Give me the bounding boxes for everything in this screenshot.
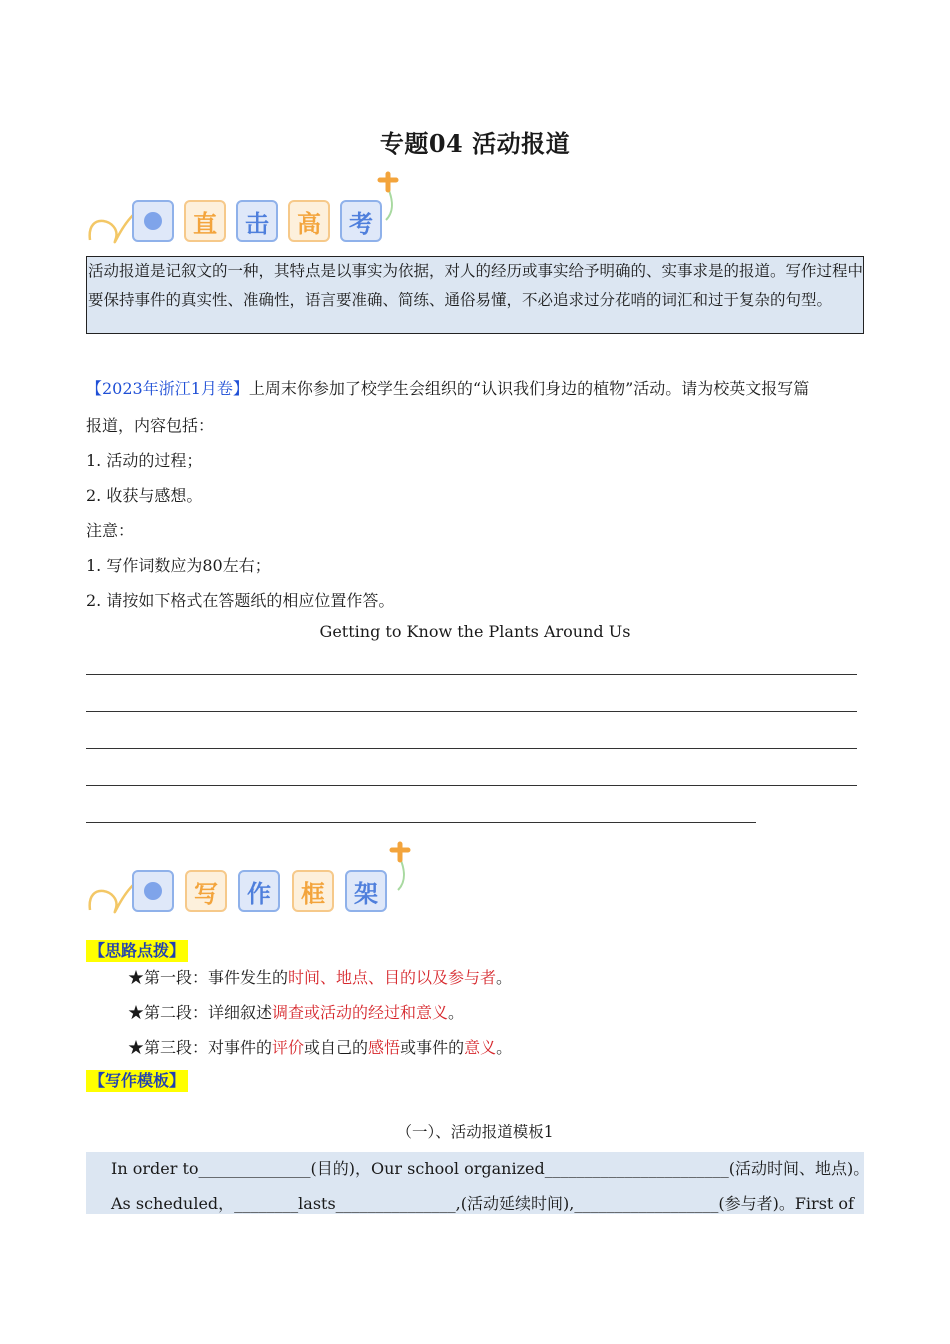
tip-text: ★第三段：对事件的 bbox=[128, 1038, 273, 1057]
banner-tile: 直 bbox=[184, 200, 226, 242]
requirement-1: 1. 活动的过程； bbox=[86, 451, 203, 470]
answer-line bbox=[86, 711, 857, 712]
answer-line bbox=[86, 785, 857, 786]
section-banner-exam bbox=[86, 170, 426, 260]
section-banner-framework bbox=[86, 840, 426, 930]
task-line-1 bbox=[86, 376, 809, 399]
template-line-1: In order to______________(目的)，Our school organized_______________________(活动时间、地点)。 bbox=[111, 1159, 870, 1178]
answer-line bbox=[86, 674, 857, 675]
tip-highlight: 时间、地点、目的以及参与者 bbox=[288, 968, 497, 987]
banner-tile: 作 bbox=[238, 870, 280, 912]
requirement-2: 2. 收获与感想。 bbox=[86, 486, 203, 505]
tip-text: 或自己的 bbox=[304, 1038, 369, 1057]
note-heading: 注意： bbox=[86, 521, 135, 540]
banner-tile: 写 bbox=[185, 870, 227, 912]
answer-line bbox=[86, 748, 857, 749]
task-line-1-text: 上周末你参加了校学生会组织的“认识我们身边的植物”活动。请为校英文报写篇 bbox=[248, 379, 810, 398]
task-source: 【2023年浙江1月卷】 bbox=[86, 379, 249, 398]
banner-tile: 架 bbox=[345, 870, 387, 912]
tips-label: 【思路点拨】 bbox=[86, 940, 188, 962]
tip-paragraph-3 bbox=[128, 1035, 512, 1058]
task-line-2: 报道，内容包括： bbox=[86, 416, 215, 435]
tip-text: 或事件的 bbox=[400, 1038, 465, 1057]
essay-title: Getting to Know the Plants Around Us bbox=[319, 622, 631, 641]
note-1: 1. 写作词数应为80左右； bbox=[86, 556, 271, 575]
tip-text: ★第一段：事件发生的 bbox=[128, 968, 289, 987]
page-title: 专题04 活动报道 bbox=[379, 129, 571, 158]
template-heading: （一）、活动报道模板1 bbox=[396, 1123, 554, 1141]
answer-line bbox=[86, 822, 756, 823]
tip-text: ★第二段：详细叙述 bbox=[128, 1003, 273, 1022]
tip-highlight: 调查或活动的经过和意义 bbox=[272, 1003, 449, 1022]
banner-tile: 框 bbox=[292, 870, 334, 912]
tip-highlight: 感悟 bbox=[368, 1038, 401, 1057]
tip-text: 。 bbox=[496, 1038, 513, 1057]
banner-tile: 击 bbox=[236, 200, 278, 242]
tip-highlight: 评价 bbox=[272, 1038, 305, 1057]
banner-dot-tile bbox=[132, 870, 174, 912]
tip-paragraph-1 bbox=[128, 965, 512, 988]
tip-text: 。 bbox=[496, 968, 513, 987]
tip-highlight: 意义 bbox=[464, 1038, 497, 1057]
banner-tile: 高 bbox=[288, 200, 330, 242]
intro-box: 活动报道是记叙文的一种，其特点是以事实为依据，对人的经历或事实给予明确的、实事求是的报道。写作过程中要保持事件的真实性、准确性，语言要准确、简练、通俗易懂，不必追求过分花哨的词汇和过于复杂的句型。 bbox=[86, 256, 864, 334]
template-label: 【写作模板】 bbox=[86, 1070, 188, 1092]
template-line-2: As scheduled，________lasts_______________,(活动延续时间),__________________(参与者)。First of bbox=[111, 1194, 854, 1213]
note-2: 2. 请按如下格式在答题纸的相应位置作答。 bbox=[86, 591, 395, 610]
banner-tile: 考 bbox=[340, 200, 382, 242]
banner-dot-tile bbox=[132, 200, 174, 242]
tip-text: 。 bbox=[448, 1003, 465, 1022]
tip-paragraph-2 bbox=[128, 1000, 464, 1023]
